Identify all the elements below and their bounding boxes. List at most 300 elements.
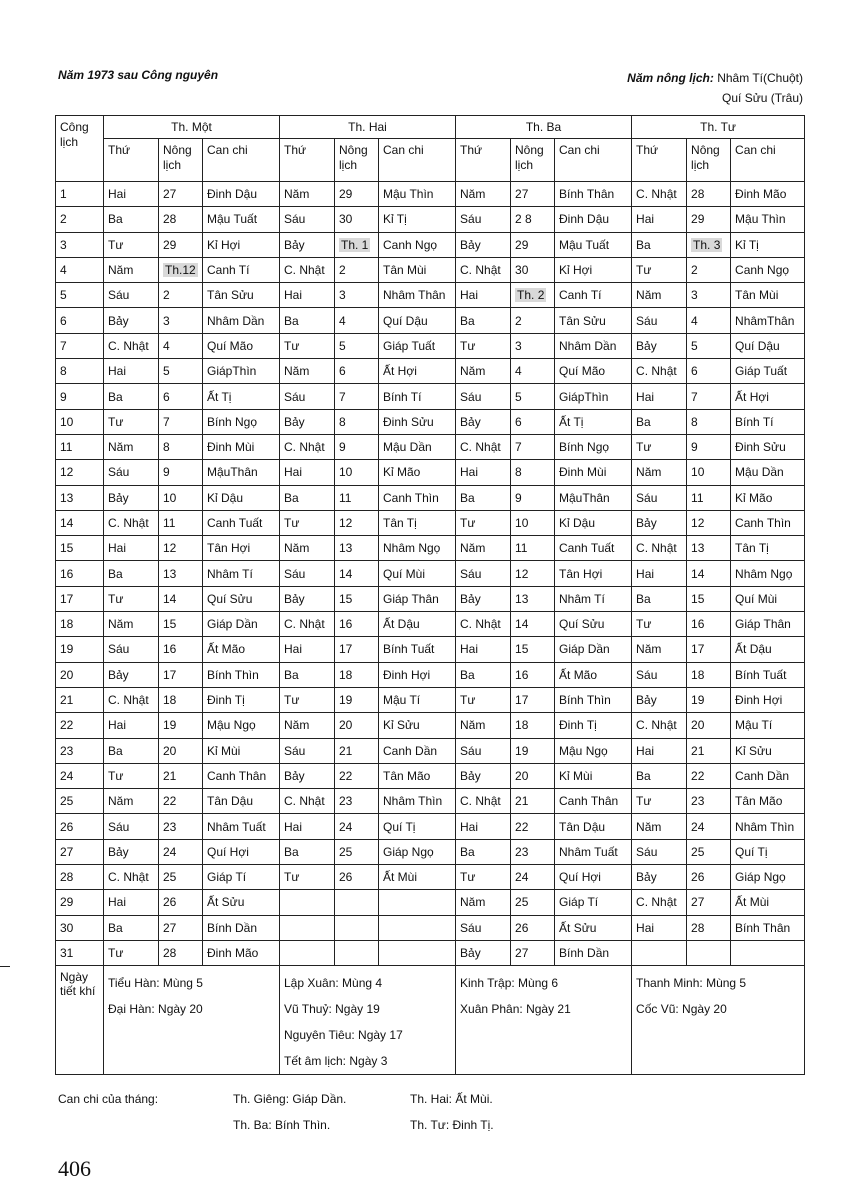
can-chi-cell: Đinh Dậu [555,207,632,232]
lunar-day-cell: 15 [511,637,555,662]
lunar-day-cell: 3 [159,308,203,333]
can-chi-cell: Tân Mùi [379,257,456,282]
can-chi-cell: Tân Dậu [555,814,632,839]
can-chi-cell: Kỉ Tị [379,207,456,232]
can-chi-cell: Kỉ Tị [731,232,805,257]
can-chi-cell: Đinh Mão [203,940,280,965]
can-chi-cell: Nhâm Tí [555,586,632,611]
can-chi-cell: Canh Ngọ [379,232,456,257]
lunar-day-cell: 10 [687,460,731,485]
day-cell: 12 [56,460,104,485]
lunar-day-cell: 2 [511,308,555,333]
weekday-cell: Hai [456,460,511,485]
tiet-khi-entry: Tết âm lịch: Ngày 3 [284,1054,388,1069]
lunar-day-cell: 7 [335,384,379,409]
weekday-cell: Ba [456,485,511,510]
lunar-day-cell: 26 [511,915,555,940]
can-chi-cell: Đinh Tị [555,713,632,738]
lunar-day-cell: 12 [511,561,555,586]
lunar-day-cell: 20 [687,713,731,738]
day-cell: 14 [56,510,104,535]
can-chi-cell: Nhâm Thìn [379,789,456,814]
weekday-cell: Ba [280,662,335,687]
can-chi-cell: Bính Thìn [203,662,280,687]
lunar-day-cell: 17 [159,662,203,687]
lunar-day-cell: 11 [511,536,555,561]
lunar-day-cell: 18 [335,662,379,687]
lunar-day-cell: 28 [159,207,203,232]
day-cell: 10 [56,409,104,434]
day-cell: 13 [56,485,104,510]
lunar-day-cell: 28 [687,182,731,207]
lunar-day-cell: 21 [159,763,203,788]
can-chi-cell: Giáp Ngọ [731,865,805,890]
can-chi-cell: Mậu Ngọ [203,713,280,738]
can-chi-cell: Quí Sửu [203,586,280,611]
lunar-month-start: Th. 1 [341,237,369,252]
weekday-cell: Năm [632,814,687,839]
day-cell: 4 [56,257,104,282]
day-cell: 2 [56,207,104,232]
can-chi-cell: Quí Mùi [379,561,456,586]
weekday-cell: Ba [104,384,159,409]
lunar-day-cell: 4 [687,308,731,333]
table-row [56,485,805,510]
weekday-cell: Hai [456,283,511,308]
weekday-cell: Sáu [632,662,687,687]
weekday-cell: Năm [280,182,335,207]
weekday-cell: Hai [104,890,159,915]
lunar-day-cell: 23 [159,814,203,839]
lunar-day-cell: 20 [511,763,555,788]
weekday-cell: Bảy [280,409,335,434]
lunar-day-cell: 11 [687,485,731,510]
lunar-day-cell: 25 [511,890,555,915]
weekday-cell: C. Nhật [280,612,335,637]
table-row [56,561,805,586]
lunar-day-cell: 16 [159,637,203,662]
weekday-cell: Ba [104,561,159,586]
can-chi-cell: Nhâm Thân [379,283,456,308]
sub-header-can-chi: Can chi [379,139,456,182]
lunar-day-cell: 4 [159,333,203,358]
weekday-cell: Sáu [104,637,159,662]
can-chi-cell: Canh Tuất [203,510,280,535]
sub-header-nong-lich: Nông lịch [511,139,555,182]
can-chi-cell: Mậu Dần [731,460,805,485]
lunar-day-cell: 6 [511,409,555,434]
day-cell: 29 [56,890,104,915]
lunar-day-cell: 19 [687,687,731,712]
sub-header-thu: Thứ [632,139,687,182]
table-row [56,915,805,940]
weekday-cell: Hai [632,738,687,763]
weekday-cell: Ba [632,763,687,788]
weekday-cell: Ba [280,308,335,333]
lunar-day-cell: 9 [335,434,379,459]
weekday-cell: Ba [104,738,159,763]
weekday-cell: Hai [632,915,687,940]
lunar-day-cell: 2 8 [511,207,555,232]
tiet-khi-entry: Thanh Minh: Mùng 5 [636,976,747,991]
weekday-cell: Tư [104,586,159,611]
lunar-day-cell: 19 [511,738,555,763]
weekday-cell: Sáu [280,738,335,763]
weekday-cell: Bảy [104,839,159,864]
weekday-cell: Tư [104,232,159,257]
lunar-day-cell: 14 [511,612,555,637]
lunar-day-cell: 13 [511,586,555,611]
lunar-day-cell: 27 [159,182,203,207]
day-cell: 21 [56,687,104,712]
weekday-cell: Hai [104,536,159,561]
can-chi-cell: Giáp Tí [555,890,632,915]
can-chi-cell: Kỉ Hợi [203,232,280,257]
lunar-day-cell: 23 [511,839,555,864]
can-chi-cell: Đinh Tị [203,687,280,712]
weekday-cell: Sáu [280,561,335,586]
table-row [56,257,805,282]
weekday-cell: Sáu [456,384,511,409]
can-chi-cell: Kỉ Hợi [555,257,632,282]
can-chi-cell: Mậu Thìn [379,182,456,207]
day-cell: 20 [56,662,104,687]
weekday-cell: Hai [456,637,511,662]
weekday-cell: Ba [456,839,511,864]
lunar-day-cell: 10 [511,510,555,535]
lunar-day-cell: 23 [687,789,731,814]
lunar-day-cell: 14 [687,561,731,586]
weekday-cell: Tư [456,333,511,358]
can-chi-cell: Bính Tuất [731,662,805,687]
can-chi-cell: Kỉ Sửu [379,713,456,738]
weekday-cell: Tư [280,865,335,890]
weekday-cell: C. Nhật [632,536,687,561]
weekday-cell: C. Nhật [280,257,335,282]
weekday-cell: Tư [104,763,159,788]
tiet-khi-entry: Kinh Trập: Mùng 6 [460,976,559,991]
lunar-day-cell: 27 [511,940,555,965]
day-cell: 30 [56,915,104,940]
can-chi-cell: Ất Mùi [379,865,456,890]
lunar-day-cell: 29 [511,232,555,257]
can-chi-cell: Bính Thân [555,182,632,207]
weekday-cell: Hai [632,207,687,232]
table-row [56,359,805,384]
month-header-3: Th. Ba [456,116,632,139]
can-chi-cell: Quí Tị [379,814,456,839]
weekday-cell: Bảy [456,940,511,965]
table-row [56,586,805,611]
tiet-khi-entry: Xuân Phân: Ngày 21 [460,1002,571,1017]
weekday-cell [280,890,335,915]
weekday-cell: Bảy [104,485,159,510]
lunar-day-cell: 26 [687,865,731,890]
weekday-cell: Sáu [456,915,511,940]
lunar-day-cell: 5 [511,384,555,409]
table-row [56,789,805,814]
can-chi-cell: Bính Ngọ [555,434,632,459]
lunar-day-cell: 4 [511,359,555,384]
can-chi-cell: Quí Dậu [731,333,805,358]
can-chi-cell: Ất Mùi [731,890,805,915]
weekday-cell: Sáu [280,384,335,409]
lunar-day-cell: 13 [687,536,731,561]
table-row [56,207,805,232]
lunar-day-cell: 7 [687,384,731,409]
weekday-cell: C. Nhật [104,687,159,712]
can-chi-cell: Giáp Tí [203,865,280,890]
can-chi-cell: Quí Hợi [555,865,632,890]
can-chi-cell: Kỉ Mão [731,485,805,510]
weekday-cell: Hai [280,460,335,485]
table-row [56,687,805,712]
can-chi-cell: Tân Tị [379,510,456,535]
lunar-day-cell: 9 [687,434,731,459]
weekday-cell: Năm [456,359,511,384]
weekday-cell: Năm [632,283,687,308]
page-header-lunar-year [627,68,803,108]
day-cell: 9 [56,384,104,409]
lunar-day-cell [511,283,555,308]
can-chi-cell: Canh Thìn [731,510,805,535]
lunar-day-cell: 12 [159,536,203,561]
lunar-day-cell: 3 [511,333,555,358]
tiet-khi-entry: Đại Hàn: Ngày 20 [108,1002,203,1017]
day-cell: 23 [56,738,104,763]
lunar-day-cell: 22 [511,814,555,839]
can-chi-cell: Ất Dậu [731,637,805,662]
lunar-day-cell: 19 [335,687,379,712]
weekday-cell: Năm [632,637,687,662]
can-chi-cell: Tân Mão [379,763,456,788]
can-chi-cell: Ất Hợi [379,359,456,384]
month-header-1: Th. Một [104,116,280,139]
can-chi-cell: Quí Dậu [379,308,456,333]
weekday-cell: Bảy [280,763,335,788]
lunar-day-cell: 29 [335,182,379,207]
weekday-cell: Năm [456,536,511,561]
lunar-month-start: Th.12 [165,263,196,278]
can-chi-cell: Giáp Thân [379,586,456,611]
can-chi-cell: Canh Ngọ [731,257,805,282]
can-chi-cell: Quí Mão [555,359,632,384]
lunar-day-cell: 15 [159,612,203,637]
lunar-day-cell: 28 [687,915,731,940]
can-chi-cell: Ất Tị [203,384,280,409]
tiet-khi-entry: Nguyên Tiêu: Ngày 17 [284,1028,403,1043]
weekday-cell: Hai [104,182,159,207]
lunar-day-cell: 15 [687,586,731,611]
weekday-cell: Hai [280,814,335,839]
can-chi-cell: Giáp Thân [731,612,805,637]
weekday-cell: Năm [280,713,335,738]
lunar-day-cell: 22 [159,789,203,814]
sub-header-thu: Thứ [456,139,511,182]
lunar-day-cell: 11 [335,485,379,510]
weekday-cell: Hai [104,713,159,738]
tiet-khi-month-4 [632,966,805,1075]
weekday-cell: Bảy [456,586,511,611]
footer-gieng: Th. Giêng: Giáp Dần. [233,1092,347,1106]
can-chi-cell: Bính Dần [555,940,632,965]
table-row [56,890,805,915]
day-cell: 1 [56,182,104,207]
can-chi-cell: Mậu Tí [731,713,805,738]
month-header-2: Th. Hai [280,116,456,139]
lunar-day-cell: 4 [335,308,379,333]
footer-ba: Th. Ba: Bính Thìn. [233,1118,331,1132]
weekday-cell: C. Nhật [632,182,687,207]
lunar-day-cell: 16 [511,662,555,687]
weekday-cell: Sáu [456,738,511,763]
weekday-cell: Ba [104,207,159,232]
lunar-day-cell: 20 [335,713,379,738]
table-row [56,510,805,535]
lunar-day-cell: 8 [159,434,203,459]
can-chi-cell: Nhâm Ngọ [379,536,456,561]
weekday-cell: C. Nhật [456,789,511,814]
can-chi-cell: Tân Mão [731,789,805,814]
table-row [56,232,805,257]
weekday-cell: Tư [632,789,687,814]
weekday-cell: Bảy [104,308,159,333]
can-chi-cell: Bính Tí [379,384,456,409]
page-header-year: Năm 1973 sau Công nguyên [58,68,219,82]
weekday-cell: Năm [632,460,687,485]
lunar-day-cell: 16 [335,612,379,637]
weekday-cell: Sáu [632,308,687,333]
lunar-day-cell: 7 [159,409,203,434]
day-cell: 28 [56,865,104,890]
lunar-day-cell: 20 [159,738,203,763]
can-chi-cell: Đinh Sửu [731,434,805,459]
lunar-day-cell: 13 [335,536,379,561]
can-chi-cell: GiápThìn [555,384,632,409]
can-chi-cell: GiápThìn [203,359,280,384]
weekday-cell: C. Nhật [456,612,511,637]
table-row [56,182,805,207]
lunar-year-value-2: Quí Sửu (Trâu) [722,91,803,105]
can-chi-cell: Kỉ Mão [379,460,456,485]
weekday-cell: Ba [456,662,511,687]
tiet-khi-month-1 [104,966,280,1075]
can-chi-cell: Tân Hợi [203,536,280,561]
sub-header-nong-lich: Nông lịch [159,139,203,182]
lunar-day-cell: 5 [159,359,203,384]
weekday-cell: C. Nhật [104,333,159,358]
weekday-cell: Hai [280,637,335,662]
can-chi-cell: Canh Dần [379,738,456,763]
can-chi-cell: Nhâm Ngọ [731,561,805,586]
weekday-cell: C. Nhật [280,789,335,814]
lunar-day-cell: 9 [159,460,203,485]
day-cell: 16 [56,561,104,586]
can-chi-cell: Nhâm Thìn [731,814,805,839]
weekday-cell: Tư [632,612,687,637]
weekday-cell: Sáu [280,207,335,232]
lunar-day-cell: 25 [159,865,203,890]
can-chi-cell: Mậu Thìn [731,207,805,232]
weekday-cell: Năm [456,890,511,915]
can-chi-cell: Quí Mão [203,333,280,358]
weekday-cell: Bảy [632,687,687,712]
month-header-row [56,116,805,139]
tiet-khi-entry: Vũ Thuỷ: Ngày 19 [284,1002,380,1017]
lunar-day-cell [687,940,731,965]
day-cell: 18 [56,612,104,637]
day-cell: 24 [56,763,104,788]
weekday-cell: Bảy [104,662,159,687]
sub-header-nong-lich: Nông lịch [335,139,379,182]
day-cell: 19 [56,637,104,662]
lunar-day-cell: 2 [335,257,379,282]
lunar-day-cell [159,257,203,282]
lunar-day-cell: 14 [159,586,203,611]
weekday-cell: Năm [456,182,511,207]
lunar-day-cell: 21 [687,738,731,763]
can-chi-cell: Mậu Tuất [203,207,280,232]
weekday-cell: Ba [280,839,335,864]
can-chi-cell: Nhâm Tí [203,561,280,586]
can-chi-cell: Ất Tị [555,409,632,434]
tiet-khi-month-3 [456,966,632,1075]
lunar-day-cell: 5 [687,333,731,358]
can-chi-cell: Quí Mùi [731,586,805,611]
lunar-day-cell: 18 [687,662,731,687]
day-cell: 6 [56,308,104,333]
can-chi-cell: Tân Sửu [555,308,632,333]
sub-header-row [56,139,805,182]
lunar-day-cell: 27 [159,915,203,940]
weekday-cell: Tư [632,257,687,282]
footer-label: Can chi của tháng: [58,1092,159,1106]
lunar-day-cell [687,232,731,257]
lunar-day-cell: 26 [159,890,203,915]
can-chi-cell: Bính Tuất [379,637,456,662]
lunar-day-cell: 24 [159,839,203,864]
can-chi-cell: Kỉ Mùi [555,763,632,788]
can-chi-cell: Đinh Hợi [379,662,456,687]
lunar-day-cell: 17 [511,687,555,712]
weekday-cell: Tư [280,687,335,712]
weekday-cell: Sáu [104,283,159,308]
lunar-day-cell: 12 [687,510,731,535]
tiet-khi-entry: Lập Xuân: Mùng 4 [284,976,383,991]
cong-lich-header: Công lịch [56,116,104,182]
day-cell: 11 [56,434,104,459]
weekday-cell: C. Nhật [632,890,687,915]
lunar-day-cell: 10 [159,485,203,510]
lunar-day-cell: 6 [159,384,203,409]
table-row [56,460,805,485]
table-row [56,536,805,561]
lunar-day-cell: 21 [335,738,379,763]
lunar-day-cell: 8 [511,460,555,485]
can-chi-cell: Ất Dậu [379,612,456,637]
can-chi-cell: Kỉ Dậu [555,510,632,535]
can-chi-cell: Ất Sửu [555,915,632,940]
lunar-day-cell: 11 [159,510,203,535]
calendar-table [55,115,805,1075]
margin-mark [0,966,10,967]
weekday-cell: Tư [632,434,687,459]
weekday-cell: Tư [104,409,159,434]
can-chi-cell: Đinh Hợi [731,687,805,712]
lunar-day-cell: 2 [687,257,731,282]
can-chi-cell: Tân Mùi [731,283,805,308]
table-row [56,612,805,637]
